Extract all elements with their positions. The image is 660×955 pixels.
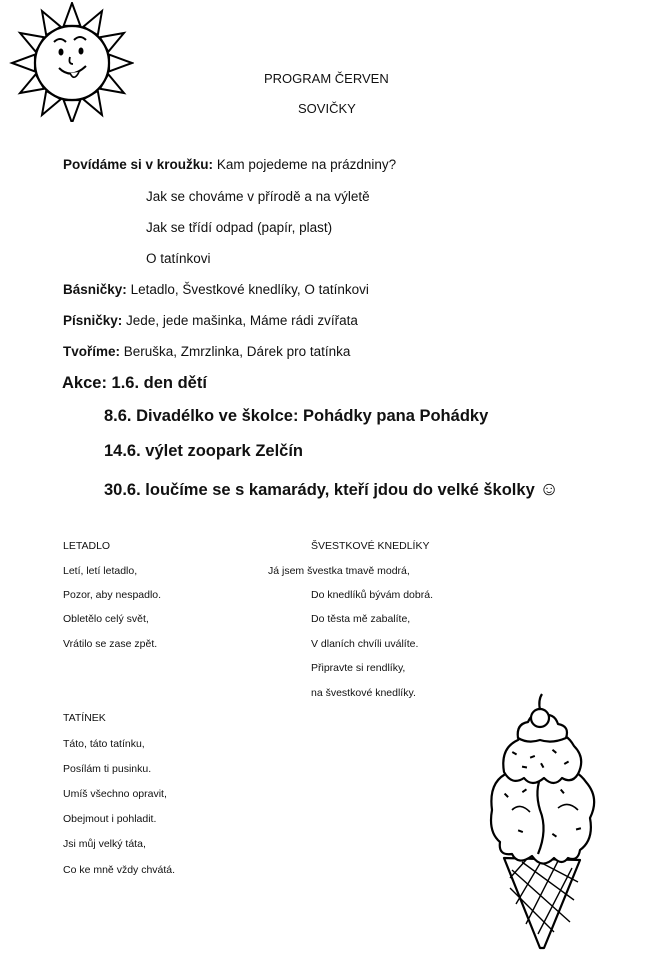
page-title: PROGRAM ČERVEN	[264, 71, 389, 86]
poems-label: Básničky:	[63, 282, 127, 297]
poem-tatinek-title: TATÍNEK	[63, 712, 106, 724]
sun-ray	[109, 55, 132, 72]
event-item: 1.6. den dětí	[111, 374, 207, 392]
smiley-icon: ☺	[539, 479, 559, 500]
poem-line: Co ke mně vždy chvátá.	[63, 864, 176, 876]
sun-illustration	[4, 2, 134, 122]
poem-line: Obejmout i pohladit.	[63, 813, 157, 825]
songs-text: Jede, jede mašinka, Máme rádi zvířata	[126, 313, 358, 328]
page-subtitle: SOVIČKY	[298, 101, 356, 116]
create-text: Beruška, Zmrzlinka, Dárek pro tatínka	[123, 344, 351, 359]
poem-line: Do knedlíků bývám dobrá.	[311, 589, 433, 601]
poems-text: Letadlo, Švestkové knedlíky, O tatínkovi	[130, 282, 369, 297]
talk-item: Jak se chováme v přírodě a na výletě	[146, 189, 370, 204]
poem-line: Do těsta mě zabalíte,	[311, 613, 411, 625]
talk-item: Kam pojedeme na prázdniny?	[216, 157, 397, 172]
sun-ray	[64, 3, 81, 26]
poem-line: Táto, táto tatínku,	[63, 738, 145, 750]
poem-knedliky-title: ŠVESTKOVÉ KNEDLÍKY	[311, 540, 430, 552]
sun-ray	[64, 100, 81, 122]
poem-line: Připravte si rendlíky,	[311, 662, 406, 674]
poem-line: V dlaních chvíli uválíte.	[311, 638, 419, 650]
poem-line: Já jsem švestka tmavě modrá,	[268, 565, 410, 577]
event-item-row	[104, 479, 559, 501]
poem-line: Vrátilo se zase zpět.	[63, 638, 158, 650]
ice-cream-illustration	[482, 690, 602, 950]
poem-letadlo-title: LETADLO	[63, 540, 111, 552]
event-item: 30.6. loučíme se s kamarády, kteří jdou do velké školky	[104, 481, 535, 499]
poem-line: Obletělo celý svět,	[63, 613, 149, 625]
talk-row	[63, 157, 396, 172]
create-row	[63, 344, 350, 359]
poem-line: Letí, letí letadlo,	[63, 565, 138, 577]
talk-item: Jak se třídí odpad (papír, plast)	[146, 220, 333, 235]
poem-line: Posílám ti pusinku.	[63, 763, 152, 775]
event-item: 8.6. Divadélko ve školce: Pohádky pana Pohádky	[104, 407, 489, 425]
create-label: Tvoříme:	[63, 344, 121, 359]
poems-row	[63, 282, 369, 297]
talk-label: Povídáme si v kroužku:	[63, 157, 214, 172]
event-item: 14.6. výlet zoopark Zelčín	[104, 442, 303, 460]
poem-line: Pozor, aby nespadlo.	[63, 589, 162, 601]
poem-line: na švestkové knedlíky.	[311, 687, 416, 699]
events-row	[62, 374, 207, 393]
sun-ray	[12, 55, 35, 72]
poem-line: Umíš všechno opravit,	[63, 788, 167, 800]
events-label: Akce:	[62, 374, 107, 392]
poem-line: Jsi můj velký táta,	[63, 838, 146, 850]
songs-label: Písničky:	[63, 313, 123, 328]
talk-item: O tatínkovi	[146, 251, 211, 266]
songs-row	[63, 313, 358, 328]
